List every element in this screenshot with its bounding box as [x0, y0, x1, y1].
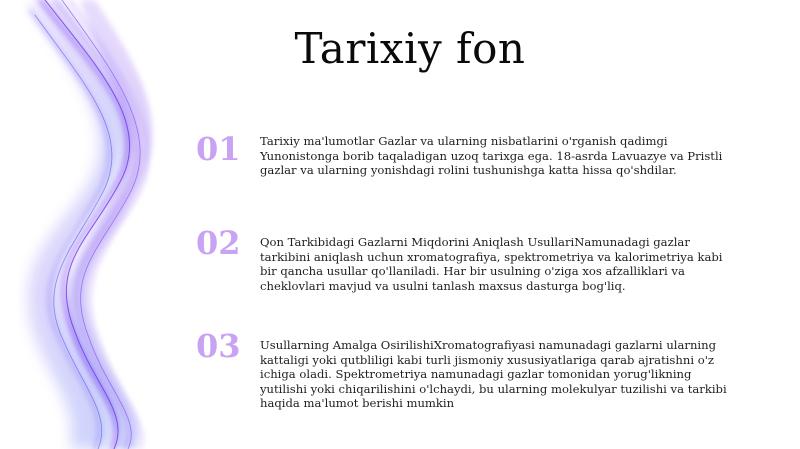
item-number-03: 03 [196, 327, 241, 365]
item-text-03: Usullarning Amalga OsirilishiXromatografiyasi namunadagi gazlarni ularning kattaligi yoki qutbliligi kabi turli jismoniy xususiyatlariga qarab ajratishni o'z ichiga oladi. Spektrometriya namunadagi gazlar tomonidan yorug'likning yutilishi yoki chiqarilishini o'lchaydi, bu ularning molekulyar tuzilishi va tarkibi haqida ma'lumot berishi mumkin [260, 338, 727, 410]
item-number-02: 02 [196, 224, 241, 262]
slide-title: Tarixiy fon [294, 24, 526, 73]
item-text-01: Tarixiy ma'lumotlar Gazlar va ularning nisbatlarini o'rganish qadimgi Yunonistonga borib taqaladigan uzoq tarixga ega. 18-asrda Lavuazye va Pristli gazlar va ularning yonishdagi rolini tushunishga katta hissa qo'shdilar. [260, 134, 723, 177]
item-number-01: 01 [196, 130, 241, 168]
item-text-02: Qon Tarkibidagi Gazlarni Miqdorini Aniqlash UsullariNamunadagi gazlar tarkibini aniqlash uchun xromatografiya, spektrometriya va kalorimetriya kabi bir qancha usullar qo'llaniladi. Har bir usulning o'ziga xos afzalliklari va cheklovlari mavjud va usulni tanlash maxsus dasturga bog'liq. [260, 235, 723, 293]
purple-smoke-decoration [0, 0, 200, 449]
